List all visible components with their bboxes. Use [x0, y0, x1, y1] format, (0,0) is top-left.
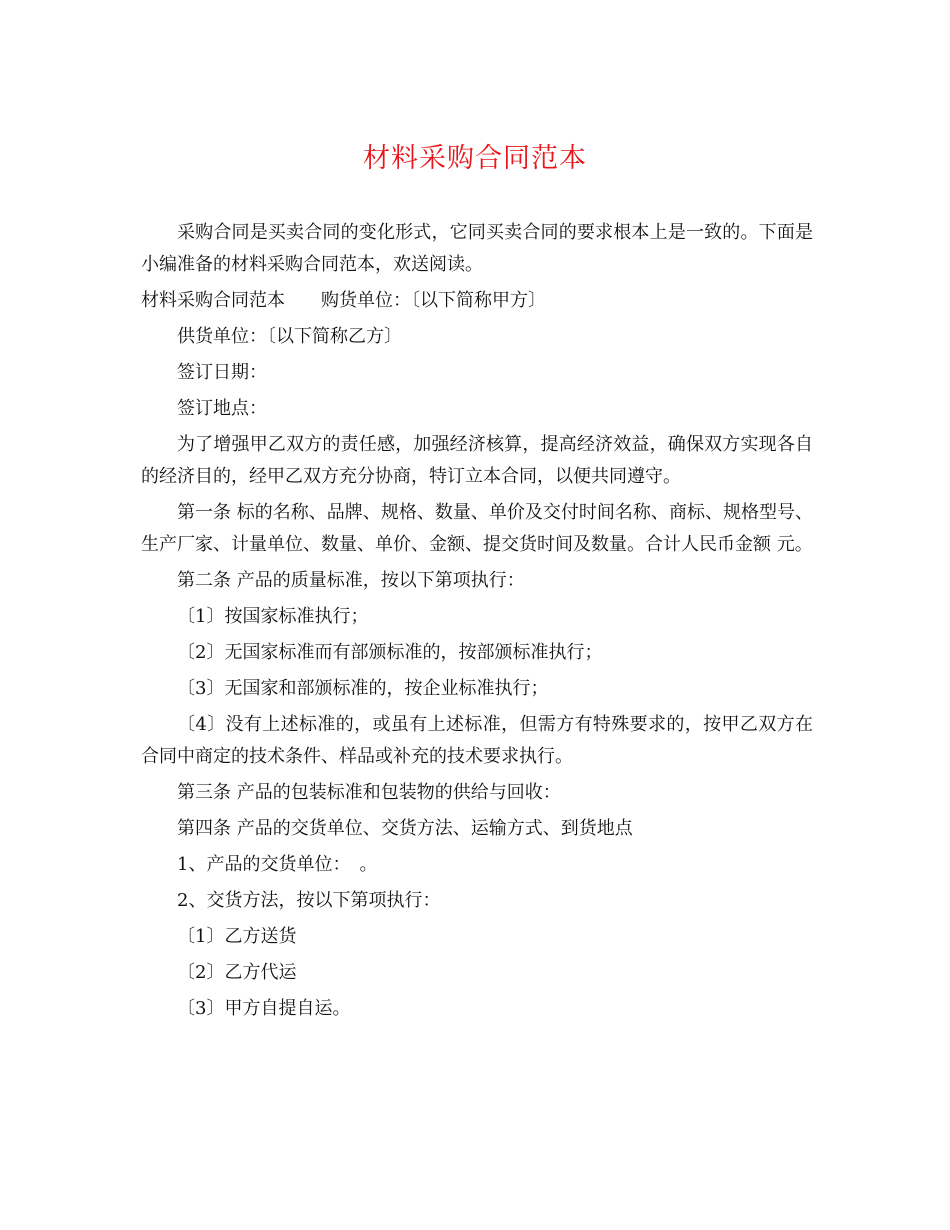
signing-place-line: 签订地点：	[177, 398, 267, 419]
document-title: 材料采购合同范本	[363, 143, 587, 174]
delivery-unit-line: 1、产品的交货单位： 。	[177, 854, 378, 875]
preamble-paragraph: 为了增强甲乙双方的责任感，加强经济核算，提高经济效益，确保双方实现各自的经济目的，经甲乙双方充分协商，特订立本合同，以便共同遵守。	[141, 434, 813, 487]
delivery-option-3: 〔3〕甲方自提自运。	[177, 998, 351, 1019]
document-body	[141, 217, 813, 1025]
supplier-line: 供货单位：〔以下简称乙方〕	[177, 326, 402, 347]
quality-option-1: 〔1〕按国家标准执行；	[177, 606, 369, 627]
delivery-option-2: 〔2〕乙方代运	[177, 962, 297, 983]
buyer-line: 材料采购合同范本 购货单位：〔以下简称甲方〕	[141, 290, 546, 311]
article-1-paragraph: 第一条 标的名称、品牌、规格、数量、单价及交付时间名称、商标、规格型号、生产厂家、计量单位、数量、单价、金额、提交货时间及数量。合计人民币金额 元。	[141, 502, 813, 555]
quality-option-3: 〔3〕无国家和部颁标准的，按企业标准执行；	[177, 678, 549, 699]
signing-date-line: 签订日期：	[177, 362, 267, 383]
intro-paragraph: 采购合同是买卖合同的变化形式，它同买卖合同的要求根本上是一致的。下面是小编准备的材料采购合同范本，欢送阅读。	[141, 222, 813, 275]
delivery-option-1: 〔1〕乙方送货	[177, 926, 297, 947]
article-4-paragraph: 第四条 产品的交货单位、交货方法、运输方式、到货地点	[177, 818, 633, 839]
quality-option-4: 〔4〕没有上述标准的，或虽有上述标准，但需方有特殊要求的，按甲乙双方在合同中商定的技术条件、样品或补充的技术要求执行。	[141, 714, 813, 767]
article-3-paragraph: 第三条 产品的包装标准和包装物的供给与回收：	[177, 782, 561, 803]
delivery-method-line: 2、交货方法，按以下第项执行：	[177, 890, 441, 911]
quality-option-2: 〔2〕无国家标准而有部颁标准的，按部颁标准执行；	[177, 642, 603, 663]
article-2-paragraph: 第二条 产品的质量标准，按以下第项执行：	[177, 570, 525, 591]
